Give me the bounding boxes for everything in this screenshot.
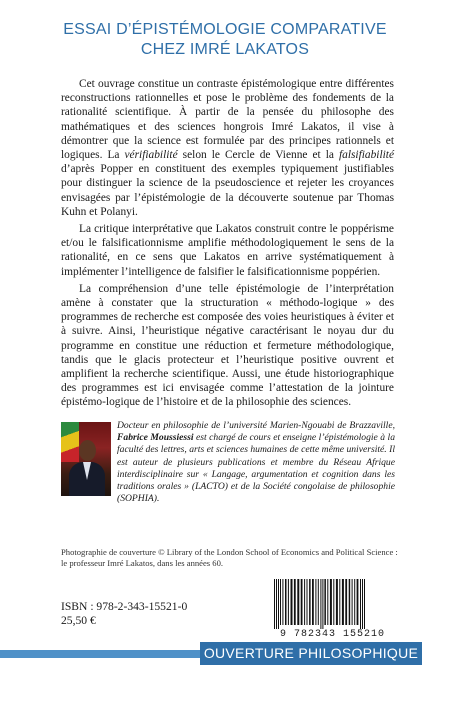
- series-band-stripe: [0, 650, 200, 658]
- price: 25,50 €: [61, 614, 96, 627]
- barcode-bar: [276, 579, 277, 629]
- title-line-2: CHEZ IMRÉ LAKATOS: [140, 41, 310, 58]
- barcode-bar: [330, 579, 332, 625]
- barcode-bar: [285, 579, 287, 625]
- barcode: [266, 577, 399, 642]
- isbn: ISBN : 978-2-343-15521-0: [61, 600, 188, 613]
- barcode-bar: [349, 579, 351, 625]
- summary-paragraph-1: [61, 77, 394, 219]
- barcode-bar: [274, 579, 275, 629]
- barcode-bar: [307, 579, 308, 625]
- series-band: [0, 642, 450, 665]
- barcode-bar: [288, 579, 289, 625]
- author-name: Fabrice Moussiessi: [117, 432, 194, 444]
- author-bio: [117, 420, 395, 505]
- barcode-bar: [304, 579, 305, 625]
- photo-credit: Photographie de couverture © Library of the London School of Economics and Political Science : le professeur Imré Lakatos, dans les années 60.: [61, 547, 398, 568]
- barcode-bar: [354, 579, 355, 625]
- barcode-bar: [360, 579, 361, 629]
- barcode-bars: [266, 577, 399, 629]
- title-line-1: ESSAI D’ÉPISTÉMOLOGIE COMPARATIVE: [63, 21, 387, 38]
- barcode-bar: [362, 579, 363, 629]
- summary-paragraph-2: La critique interprétative que Lakatos construit contre le poppérisme et/ou le falsificationnisme amplifie méthodologiquement le sens de la rationalité, en ce sens que Lakatos en arrive systématiquement à implémenter l’intelligence de falsifier le falsificationnisme poppérien.: [61, 223, 394, 278]
- summary-text: d’après Popper en constituent des exemples typiquement justifiables pour distinguer la science de la pseudoscience et rejeter les croyances envisagées par l’épistémologie de la découverte soutenue par Thomas Kuhn et Polanyi.: [61, 163, 394, 218]
- author-head: [79, 440, 96, 461]
- barcode-bar: [282, 579, 283, 625]
- barcode-bar: [345, 579, 347, 625]
- barcode-bar: [324, 579, 326, 625]
- barcode-bar: [280, 579, 281, 625]
- author-photo: [61, 422, 111, 496]
- barcode-bar: [339, 579, 340, 625]
- summary-text: Cet ouvrage constitue un contraste épistémologique entre différentes reconstructions rationnelles et pose le problème des fondements de la rationalité scientifique. À partir de la pensée du philosophe des mathématiques et des sciences hongrois Imré Lakatos, il vise à démontrer que la science est formulée par des principes rationnels et logiques. La: [61, 78, 394, 162]
- barcode-bar: [315, 579, 316, 625]
- barcode-bar: [333, 579, 334, 625]
- barcode-bar: [336, 579, 338, 625]
- bio-text: Docteur en philosophie de l’université Marien-Ngouabi de Brazzaville,: [117, 420, 395, 431]
- barcode-bar: [322, 579, 323, 629]
- barcode-bar: [301, 579, 303, 625]
- flag-graphic: [61, 422, 79, 462]
- series-name: OUVERTURE PHILOSOPHIQUE: [200, 642, 422, 665]
- barcode-bar: [318, 579, 319, 625]
- barcode-bar: [291, 579, 293, 625]
- barcode-bar: [352, 579, 353, 625]
- book-title: [0, 20, 450, 60]
- summary-text: selon le Cercle de Vienne et la: [177, 149, 339, 162]
- summary-paragraph-3: La compréhension d’une telle épistémologie de l’interprétation amène à constater que la structuration « méthodo-logique » des programmes de recherche est composée des voies heuristiques à éviter et à suivre. Ainsi, l’heuristique négative caractérisant le noyau dur du programme en constitue une réduction et fermeture méthodologique, tandis que le glacis protecteur et l’heuristique positive ouvrent et amplifient la recherche scientifique. Aussi, une étude historiographique des programmes est ici envisagée comme l’attestation de la jointure épistémo-logique de l’histoire et de la philosophie des sciences.: [61, 282, 394, 409]
- barcode-bar: [294, 579, 296, 625]
- barcode-digits: 9 782343 155210: [279, 629, 385, 640]
- barcode-bar: [364, 579, 365, 629]
- barcode-bar: [327, 579, 328, 625]
- bio-text: est chargé de cours et enseigne l’épistémologie à la faculté des lettres, arts et sciences humaines de cette même université. Il est auteur de plusieurs publications et membre du Réseau Afrique interdisciplinaire sur « Langage, argumentation et cognition dans les traditions orales » (LACTO) et de la Société congolaise de philosophie (SOPHIA).: [117, 432, 396, 505]
- barcode-bar: [278, 579, 279, 629]
- emphasis-falsifiabilite: falsifiabilité: [338, 149, 395, 162]
- barcode-bar: [342, 579, 344, 625]
- barcode-bar: [312, 579, 314, 625]
- back-cover-summary: [61, 77, 394, 413]
- barcode-bar: [309, 579, 311, 625]
- emphasis-verifiabilite: vérifiabilité: [124, 149, 178, 162]
- barcode-bar: [320, 579, 321, 629]
- barcode-bar: [357, 579, 359, 625]
- barcode-bar: [297, 579, 299, 625]
